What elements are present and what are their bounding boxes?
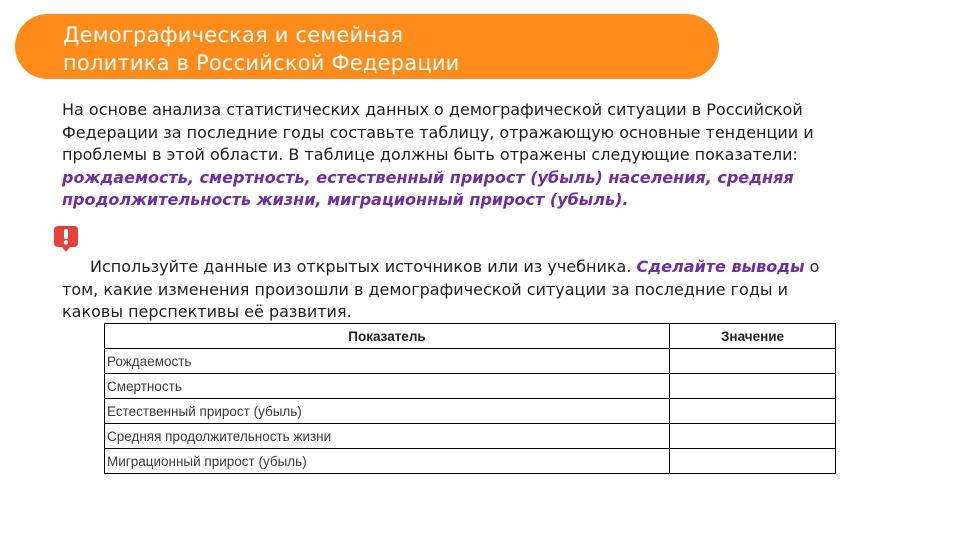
indicator-cell: Миграционный прирост (убыль) [105, 449, 670, 474]
value-cell[interactable] [670, 374, 836, 399]
value-cell[interactable] [670, 399, 836, 424]
value-cell[interactable] [670, 349, 836, 374]
task-intro: На основе анализа статистических данных о демографической ситуации в Российской Федерации за последние годы составьте таблицу, отражающую основные тенденции и проблемы в этой области. В таблице должны быть отражены следующие показатели: [62, 100, 814, 164]
table-row [105, 349, 836, 374]
task-paragraph [62, 99, 872, 212]
indicator-cell: Естественный прирост (убыль) [105, 399, 670, 424]
table-row [105, 449, 836, 474]
conclusions-highlight: Сделайте выводы [636, 257, 805, 276]
conclusions-rest: о том, какие изменения произошли в демографической ситуации за последние годы и каковы перспективы её развития. [62, 257, 820, 321]
title-line-2: политика в Российской Федерации [63, 51, 460, 75]
header-value: Значение [670, 324, 836, 349]
instructions-paragraph [62, 256, 852, 322]
value-cell[interactable] [670, 449, 836, 474]
indicator-cell: Смертность [105, 374, 670, 399]
indicator-cell: Рождаемость [105, 349, 670, 374]
table-row [105, 399, 836, 424]
indicator-cell: Средняя продолжительность жизни [105, 424, 670, 449]
header-indicator: Показатель [105, 324, 670, 349]
title-banner [15, 14, 719, 79]
task-indicators-highlight: рождаемость, смертность, естественный прирост (убыль) населения, средняя продолжительность жизни, миграционный прирост (убыль). [62, 167, 794, 209]
use-sources-text: Используйте данные из открытых источников или из учебника. [90, 257, 637, 276]
page-title [63, 21, 683, 77]
table-row [105, 424, 836, 449]
table-header-row [105, 324, 836, 349]
table-row [105, 374, 836, 399]
value-cell[interactable] [670, 424, 836, 449]
exclamation-warning-icon [53, 225, 79, 253]
title-line-1: Демографическая и семейная [63, 23, 404, 47]
indicators-table [104, 323, 836, 474]
